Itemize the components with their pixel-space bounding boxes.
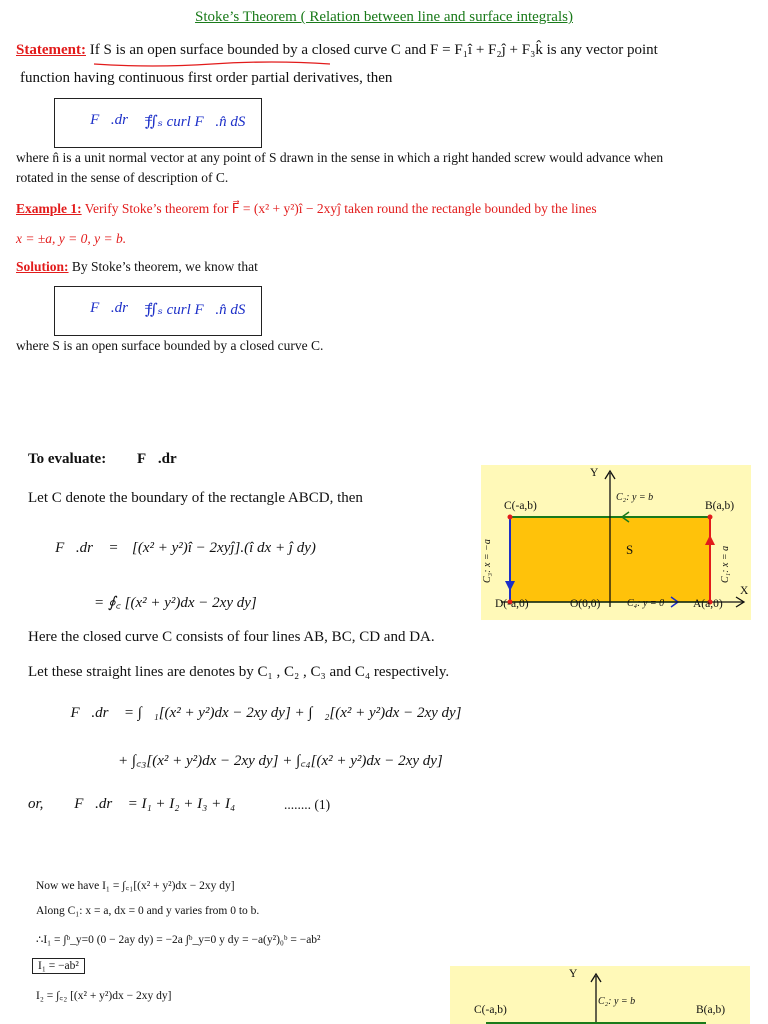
eq1-rhs: [(x² + y²)î − 2xyĵ].(î dx + ĵ dy) (132, 540, 316, 556)
example-text: Verify Stoke’s theorem for F⃗ = (x² + y²)î − 2xyĵ taken round the rectangle bounded by the lines (84, 201, 597, 216)
fig1-c1-label: C₁: x = a (720, 545, 731, 583)
formula-lhs: ∮꜀ F⃗.dr⃗ = (63, 112, 154, 128)
fig1-b-label: B(a,b) (705, 500, 735, 512)
here-line: Here the closed curve C consists of four lines AB, BC, CD and DA. (28, 629, 435, 645)
eq1-lhs: ∮꜀ F⃗.dr⃗ = ∮꜀ (28, 540, 146, 556)
i1-result-box: I₁ = −ab² (32, 958, 85, 974)
formula-rhs: ∬ₛ curl F⃗.n̂ dS (145, 114, 246, 130)
fig2-c2-label: C₂: y = b (598, 996, 636, 1007)
eq2: = ∮꜀ [(x² + y²)dx − 2xy dy] (94, 595, 257, 611)
statement-line2: function having continuous first order partial derivatives, then (20, 70, 393, 86)
sum-line1: ∴ ∮꜀ F⃗.dr⃗ = ∫꜀₁[(x² + y²)dx − 2xy dy] + ∫꜀₂[(x² + y²)dx − 2xy dy] (28, 705, 462, 721)
where-line2: rotated in the sense of description of C. (16, 170, 229, 185)
example-line1 (16, 201, 597, 217)
formula-box-2 (54, 286, 262, 336)
fig1-c3-label: C₃: x = −a (482, 539, 493, 583)
solution-label: Solution: (16, 259, 69, 274)
solution-text: By Stoke’s theorem, we know that (71, 259, 258, 274)
fig1-c-label: C(-a,b) (504, 500, 537, 512)
formula-rhs-2: ∬ₛ curl F⃗.n̂ dS (145, 302, 246, 318)
where-surface-line: where S is an open surface bounded by a closed curve C. (16, 338, 324, 353)
figure-rectangle-2 (450, 966, 750, 1024)
i2-line: I₂ = ∫꜀₂ [(x² + y²)dx − 2xy dy] (36, 990, 172, 1002)
fig1-c2-label: C₂: y = b (616, 492, 654, 503)
statement-underline (92, 60, 332, 68)
i1-line: ∴I₁ = ∫ᵇ_y=0 (0 − 2ay dy) = −2a ∫ᵇ_y=0 y dy = −a(y²)₀ᵇ = −ab² (36, 934, 321, 946)
fig2-b-label: B(a,b) (696, 1004, 726, 1016)
or-line: or, ∮꜀ F⃗.dr⃗ = I₁ + I₂ + I₃ + I₄ (28, 796, 236, 812)
formula-lhs-2: ∮꜀ F⃗.dr⃗ = (63, 300, 154, 316)
fig2-c-label: C(-a,b) (474, 1004, 507, 1016)
figure-1-drawing (481, 465, 751, 620)
where-line1: where n̂ is a unit normal vector at any point of S drawn in the sense in which a right handed screw would advance when (16, 150, 664, 165)
example-label: Example 1: (16, 201, 82, 216)
now-line: Now we have I₁ = ∫꜀₁[(x² + y²)dx − 2xy dy] (36, 880, 235, 892)
fig1-s-label: S (626, 542, 634, 557)
fig1-o-label: O(0,0) (570, 598, 601, 610)
let-lines: Let these straight lines are denotes by C₁ , C₂ , C₃ and C₄ respectively. (28, 664, 450, 680)
statement-text: If S is an open surface bounded by a closed curve C and F = F₁î + F₂ĵ + F₃k̂ is any vector point (89, 42, 658, 58)
fig1-x-label: X (740, 585, 749, 597)
fig1-a-label: A(a,0) (693, 598, 723, 610)
evaluate-heading: To evaluate: ∮꜀ F⃗.dr⃗ (28, 451, 189, 467)
fig2-y-label: Y (569, 968, 578, 980)
along-line: Along C₁: x = a, dx = 0 and y varies from 0 to b. (36, 905, 260, 917)
or-ref: ........ (1) (284, 797, 331, 812)
formula-box-1 (54, 98, 262, 148)
example-line2: x = ±a, y = 0, y = b. (16, 231, 127, 246)
sum-line2: + ∫꜀₃[(x² + y²)dx − 2xy dy] + ∫꜀₄[(x² + y²)dx − 2xy dy] (118, 753, 443, 769)
figure-rectangle-1 (481, 465, 751, 620)
statement-label: Statement: (16, 42, 86, 58)
statement-line1 (16, 42, 658, 59)
fig1-d-label: D(-a,0) (495, 598, 529, 610)
fig1-c4-label: C₄: y = 0 (627, 598, 665, 609)
page-title: Stoke’s Theorem ( Relation between line and surface integrals) (195, 9, 573, 25)
let-c-line: Let C denote the boundary of the rectangle ABCD, then (28, 490, 363, 506)
fig1-y-label: Y (590, 467, 599, 479)
corner-b-dot (708, 515, 713, 520)
corner-c-dot (508, 515, 513, 520)
solution-line (16, 259, 258, 275)
